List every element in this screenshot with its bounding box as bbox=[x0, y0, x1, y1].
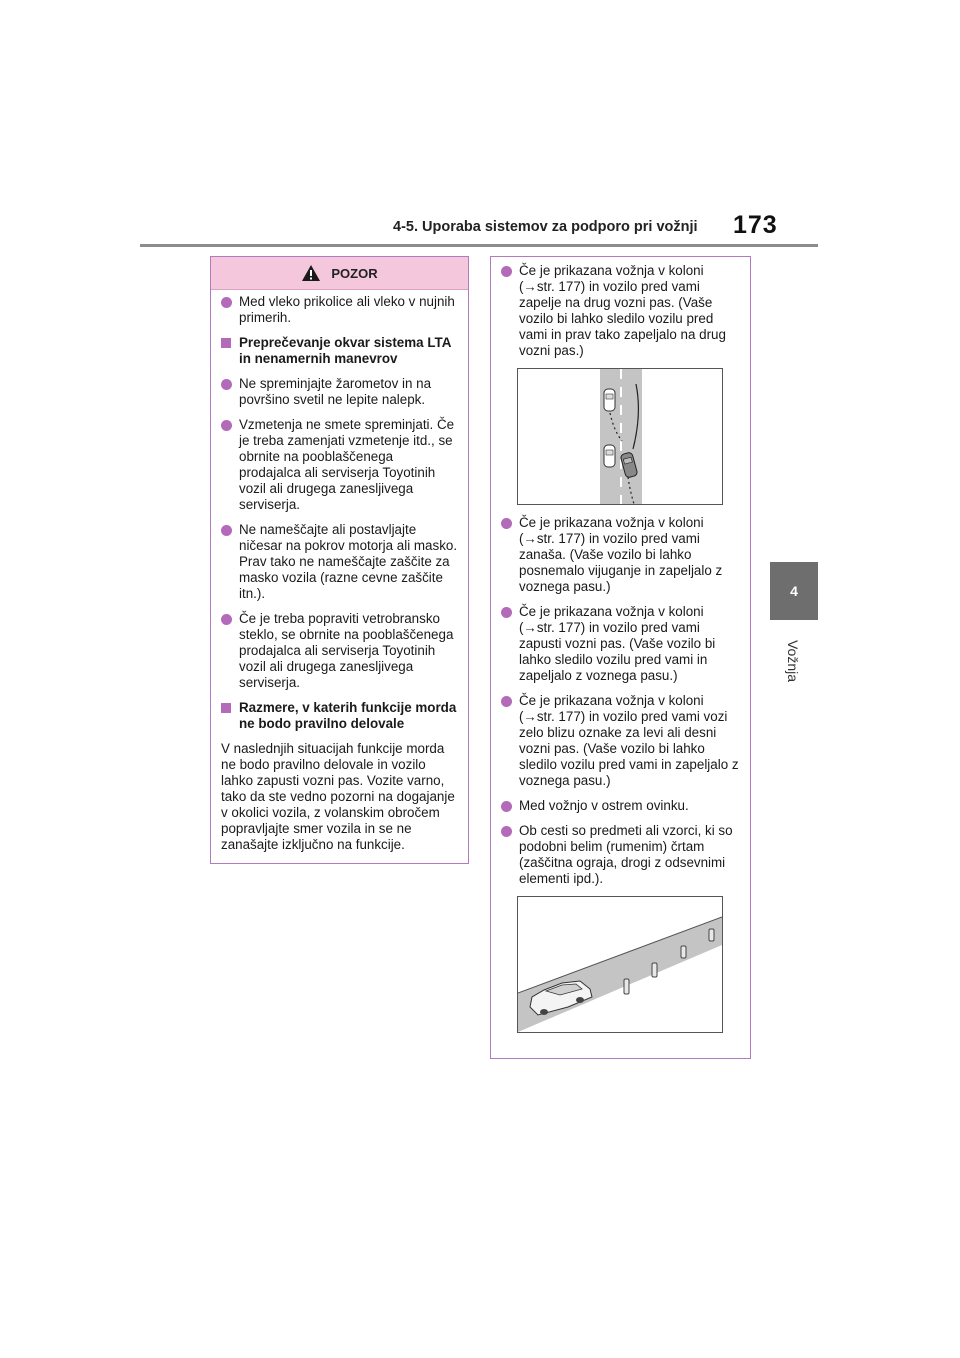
chapter-side-label-text: Vožnja bbox=[785, 639, 802, 683]
caution-panel bbox=[210, 256, 469, 864]
list-item-text: Ob cesti so predmeti ali vzorci, ki so podobni belim (rumenim) črtam (zaščitna ograja, drogi z odsevnimi elementi ipd.). bbox=[519, 823, 733, 886]
list-item-text: Če je prikazana vožnja v koloni (→str. 177) in vozilo pred vami vozi zelo blizu oznake za levi ali desni vozni pas. (Vaše vozilo bi lahko sledilo vozilu pred vami in zapeljalo z voznega pasu.) bbox=[519, 693, 739, 788]
list-item bbox=[221, 376, 458, 408]
bullet-dot-icon bbox=[501, 518, 512, 529]
list-item-text: Če je prikazana vožnja v koloni (→str. 177) in vozilo pred vami zapelje na drug vozni pas. (Vaše vozilo bi lahko sledilo vozilu pred vami in prav tako zapeljalo na drug vozni pas.) bbox=[519, 263, 726, 358]
caution-header bbox=[211, 257, 468, 290]
reflector-post-icon bbox=[624, 979, 629, 994]
bullet-dot-icon bbox=[221, 525, 232, 536]
list-item-text: Ne nameščajte ali postavljajte ničesar na pokrov motorja ali masko. Prav tako ne nameščajte zaščite za masko vozila (razne cevne zaščite itn.). bbox=[239, 522, 458, 601]
reflector-post-icon bbox=[681, 946, 686, 958]
list-item bbox=[221, 294, 458, 326]
bullet-dot-icon bbox=[221, 379, 232, 390]
list-item-text: Vzmetenja ne smete spreminjati. Če je treba zamenjati vzmetenje itd., se obrnite na pooblaščenega prodajalca ali serviserja Toyotinih vozil ali drugega zanesljivega serviserja. bbox=[239, 417, 455, 512]
lane-change-illustration bbox=[517, 368, 723, 505]
list-item bbox=[501, 604, 740, 684]
list-item bbox=[221, 611, 458, 691]
reflector-post-icon bbox=[652, 963, 657, 977]
paragraph: V naslednjih situacijah funkcije morda ne bodo pravilno delovale in vozilo lahko zapusti vozni pas. Vozite varno, tako da ste vedno pozorni na dogajanje v okolici vozila, z volanskim obročem popravljajte smer vozila in se ne zanašajte izključno na funkcije. bbox=[221, 741, 455, 852]
conditions-content bbox=[491, 257, 750, 1033]
list-item bbox=[221, 417, 458, 513]
list-item-text: Če je prikazana vožnja v koloni (→str. 177) in vozilo pred vami zapusti vozni pas. (Vaše vozilo bi lahko sledilo vozilu pred vami in zapeljalo z voznega pasu.) bbox=[519, 604, 716, 683]
section-heading-text: Preprečevanje okvar sistema LTA in nenamernih manevrov bbox=[239, 335, 451, 366]
list-item-text: Če je treba popraviti vetrobransko steklo, se obrnite na pooblaščenega prodajalca ali serviserja Toyotinih vozil ali drugega zanesljivega serviserja. bbox=[239, 611, 454, 690]
section-heading bbox=[221, 700, 458, 732]
warning-triangle-icon bbox=[301, 264, 321, 282]
header-divider bbox=[140, 244, 818, 247]
car-front-icon bbox=[604, 389, 615, 411]
list-item bbox=[501, 515, 740, 595]
bullet-dot-icon bbox=[221, 614, 232, 625]
bullet-dot-icon bbox=[501, 826, 512, 837]
section-heading-text: Razmere, v katerih funkcije morda ne bodo pravilno delovale bbox=[239, 700, 457, 731]
list-item-text: Med vleko prikolice ali vleko v nujnih primerih. bbox=[239, 294, 455, 325]
list-item-text: Med vožnjo v ostrem ovinku. bbox=[519, 798, 689, 813]
list-item-text: Ne spreminjajte žarometov in na površino svetil ne lepite nalepk. bbox=[239, 376, 432, 407]
bullet-square-icon bbox=[221, 703, 231, 713]
list-item bbox=[221, 522, 458, 602]
bullet-dot-icon bbox=[221, 420, 232, 431]
roadside-posts-illustration bbox=[517, 896, 723, 1033]
list-item bbox=[501, 693, 740, 789]
section-heading bbox=[221, 335, 458, 367]
caution-content bbox=[211, 290, 468, 853]
chapter-tab[interactable] bbox=[770, 562, 818, 620]
caution-label: POZOR bbox=[331, 265, 378, 281]
bullet-dot-icon bbox=[501, 607, 512, 618]
bullet-dot-icon bbox=[501, 801, 512, 812]
car-following-icon bbox=[604, 445, 615, 467]
bullet-dot-icon bbox=[501, 696, 512, 707]
chapter-tab-number: 4 bbox=[790, 583, 798, 599]
bullet-square-icon bbox=[221, 338, 231, 348]
bullet-dot-icon bbox=[501, 266, 512, 277]
road-surface bbox=[518, 917, 722, 1032]
list-item-text: Če je prikazana vožnja v koloni (→str. 177) in vozilo pred vami zanaša. (Vaše vozilo bi lahko posnemalo vijuganje in zapeljalo z voznega pasu.) bbox=[519, 515, 723, 594]
section-header-title: 4-5. Uporaba sistemov za podporo pri vožnji bbox=[393, 219, 698, 235]
list-item bbox=[501, 263, 740, 359]
conditions-panel bbox=[490, 256, 751, 1059]
reflector-post-icon bbox=[709, 929, 714, 941]
list-item bbox=[501, 798, 740, 814]
bullet-dot-icon bbox=[221, 297, 232, 308]
chapter-side-label bbox=[781, 631, 805, 691]
page-number: 173 bbox=[733, 211, 778, 239]
list-item bbox=[501, 823, 740, 887]
